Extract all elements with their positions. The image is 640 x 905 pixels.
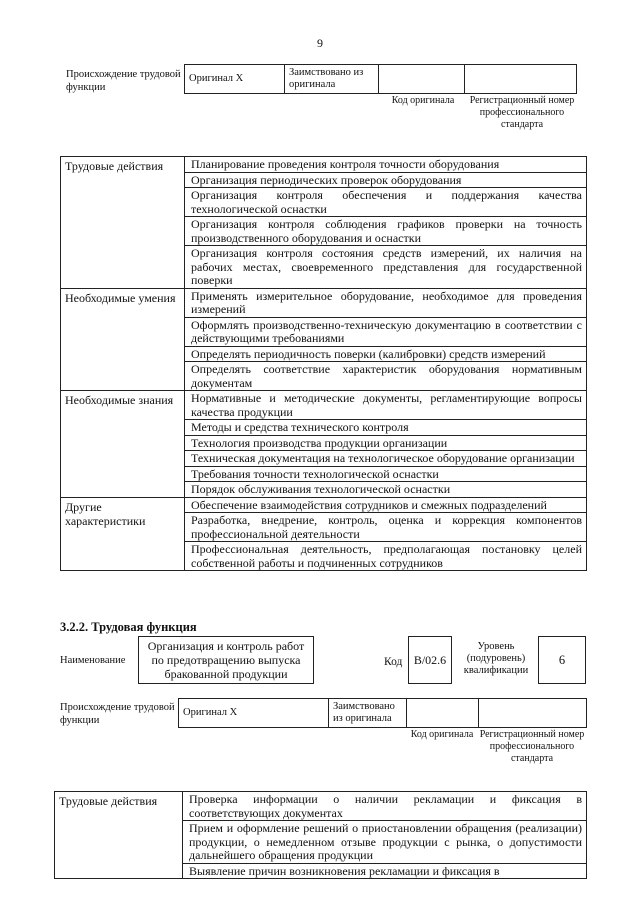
table-row: Организация периодических проверок оборудования xyxy=(185,172,587,188)
table-row: Разработка, внедрение, контроль, оценка и коррекция компонентов профессиональной деятельности xyxy=(185,513,587,542)
table-row: Определять соответствие характеристик оборудования нормативным документам xyxy=(185,362,587,391)
origin-code-cell xyxy=(407,699,479,728)
table-row: Определять периодичность поверки (калибровки) средств измерений xyxy=(185,346,587,362)
origin-original-cell: Оригинал X xyxy=(185,65,285,94)
origin-code-caption: Код оригинала xyxy=(391,95,455,106)
origin-original-cell: Оригинал X xyxy=(179,699,329,728)
table-row: Технология производства продукции организации xyxy=(185,435,587,451)
table-row: Организация контроля состояния средств измерений, их наличия на рабочих местах, своевременного представления для государственной поверки xyxy=(185,246,587,289)
page-number: 9 xyxy=(317,36,323,50)
table-row: Организация контроля обеспечения и поддержания качества технологической оснастки xyxy=(185,188,587,217)
labor-function-table xyxy=(60,156,587,571)
table-row: Техническая документация на технологическое оборудование организации xyxy=(185,451,587,467)
code-box: B/02.6 xyxy=(408,636,452,684)
table-row: Проверка информации о наличии рекламации и фиксация в соответствующих документах xyxy=(183,792,587,821)
category-skills: Необходимые умения xyxy=(61,288,185,391)
category-labor-actions: Трудовые действия xyxy=(55,792,183,879)
code-label: Код xyxy=(384,656,403,668)
origin-borrowed-cell: Заимствовано из оригинала xyxy=(285,65,379,94)
function-name-box: Организация и контроль работ по предотвращению выпуска бракованной продукции xyxy=(138,636,314,684)
table-row: Обеспечение взаимодействия сотрудников и смежных подразделений xyxy=(185,497,587,513)
table-row: Оформлять производственно-техническую документацию в соответствии с действующими требованиями xyxy=(185,317,587,346)
origin-label: Происхождение трудовой функции xyxy=(60,702,175,726)
category-other: Другие характеристики xyxy=(61,497,185,571)
table-row: Порядок обслуживания технологической оснастки xyxy=(185,482,587,498)
table-row: Планирование проведения контроля точности оборудования xyxy=(185,157,587,173)
level-box: 6 xyxy=(538,636,586,684)
origin-reg-caption: Регистрационный номер профессионального стандарта xyxy=(469,95,575,130)
table-row: Требования точности технологической оснастки xyxy=(185,466,587,482)
origin-borrowed-cell: Заимствовано из оригинала xyxy=(329,699,407,728)
origin-reg-caption: Регистрационный номер профессионального стандарта xyxy=(479,729,585,764)
table-row: Организация контроля соблюдения графиков проверки на точность производственного оборудования и оснастки xyxy=(185,217,587,246)
table-row: Нормативные и методические документы, регламентирующие вопросы качества продукции xyxy=(185,391,587,420)
origin-table xyxy=(184,64,577,94)
table-row: Применять измерительное оборудование, необходимое для проведения измерений xyxy=(185,288,587,317)
section-title: 3.2.2. Трудовая функция xyxy=(60,620,197,634)
table-row: Выявление причин возникновения рекламации и фиксация в xyxy=(183,863,587,879)
table-row: Методы и средства технического контроля xyxy=(185,420,587,436)
name-label: Наименование xyxy=(60,655,126,666)
labor-function-table-2 xyxy=(54,791,587,879)
origin-reg-cell xyxy=(465,65,577,94)
origin-reg-cell xyxy=(479,699,587,728)
origin-code-caption: Код оригинала xyxy=(410,729,474,740)
category-knowledge: Необходимые знания xyxy=(61,391,185,498)
origin-label: Происхождение трудовой функции xyxy=(66,69,181,93)
origin-code-cell xyxy=(379,65,465,94)
table-row: Профессиональная деятельность, предполагающая постановку целей собственной работы и подчиненных сотрудников xyxy=(185,542,587,571)
level-label: Уровень (подуровень) квалификации xyxy=(463,641,529,676)
category-labor-actions: Трудовые действия xyxy=(61,157,185,289)
origin-table xyxy=(178,698,587,728)
table-row: Прием и оформление решений о приостановлении обращения (реализации) продукции, о немедленном отзыве продукции с рынка, о допустимости дальнейшего обращения продукции xyxy=(183,821,587,864)
